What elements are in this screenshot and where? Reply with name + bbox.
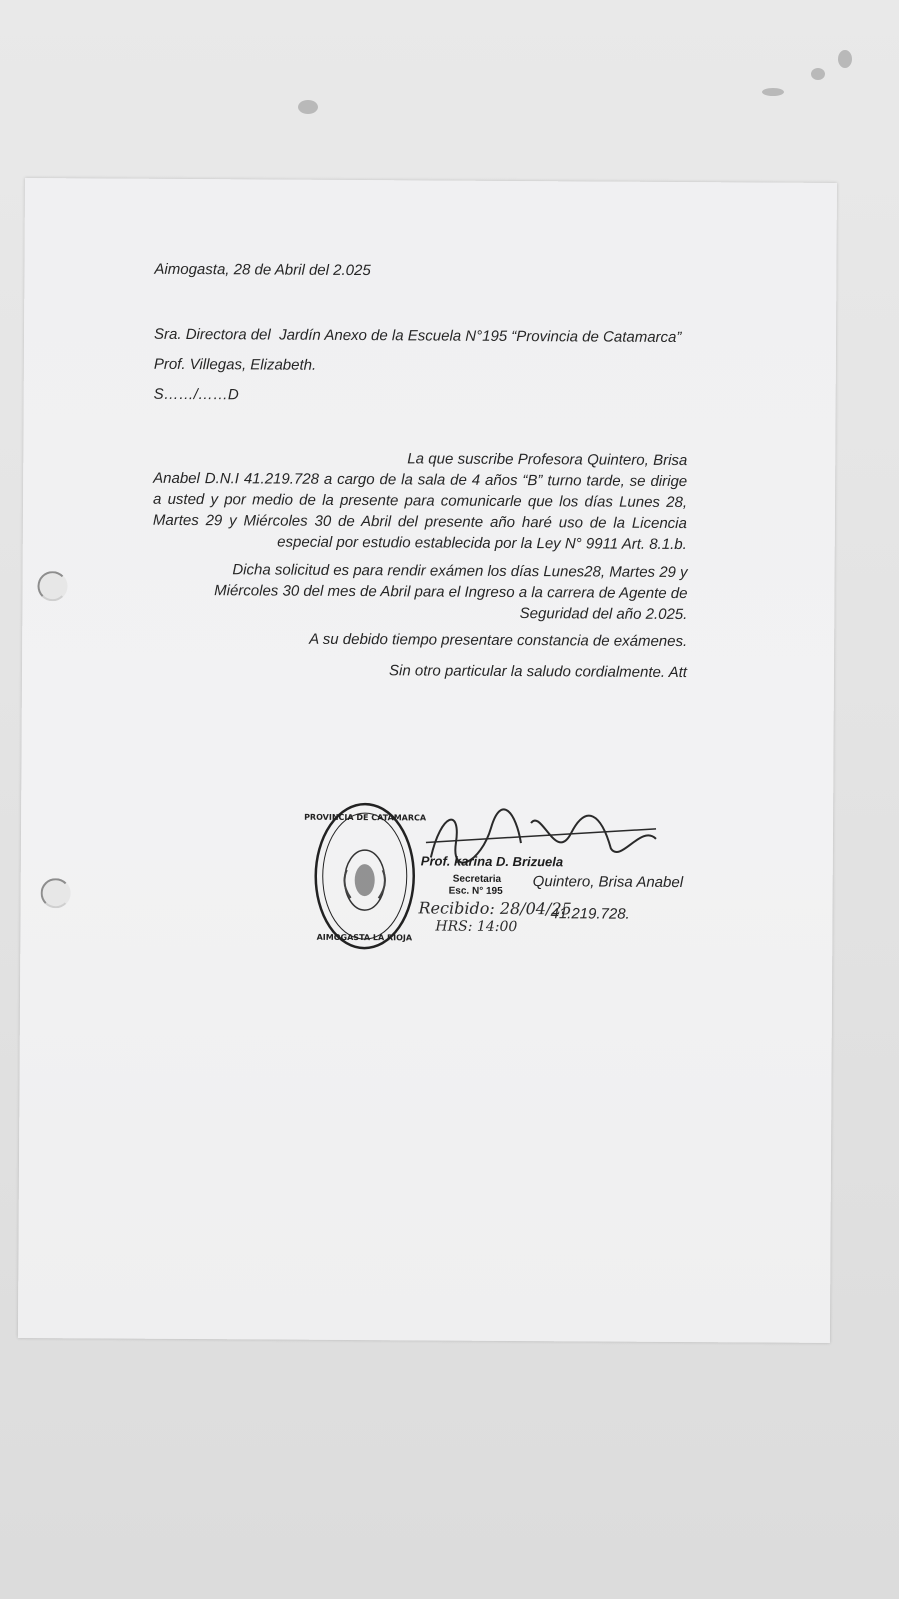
stamp-name: Prof. karina D. Brizuela [420,853,564,870]
stamp-role: Secretaria [452,873,502,885]
body-paragraph-3: A su debido tiempo presentare constancia de exámenes. [309,630,688,651]
punch-hole [37,571,67,601]
wall-speck [838,50,852,68]
receipt-date: Recibido: 28/04/25 [418,898,572,919]
signer-dni: 41.219.728. [550,905,630,923]
addressee-line-2: Prof. Villegas, Elizabeth. [153,355,317,374]
letter-sheet [18,178,837,1343]
addressee-line-1: Sra. Directora del Jardín Anexo de la Escuela N°195 “Provincia de Catamarca” [153,325,682,347]
signer-name: Quintero, Brisa Anabel [532,873,684,892]
body-paragraph-2: Dicha solicitud es para rendir exámen los días Lunes28, Martes 29 y Miércoles 30 del mes de Abril para el Ingreso a la carrera de Agente de Seguridad del año 2.025. [214,561,688,624]
school-seal [304,800,427,953]
body-paragraph-1: La que suscribe Profesora Quintero, Brisa Anabel D.N.I 41.219.728 a cargo de la sala de 4 años “B” turno tarde, se dirige a usted y por medio de la presente para comunicarle que los días Lunes 28, Martes 29 y Miércoles 30 de Abril del presente año haré uso de la Licencia especial por estudio establecida por la Ley N° 9911 Art. 8.1.b. [152,450,688,554]
wall-speck [298,100,318,114]
closing-line: Sin otro particular la saludo cordialmente. Att [389,662,688,682]
place-date: Aimogasta, 28 de Abril del 2.025 [154,260,371,280]
punch-hole [41,878,71,908]
wall-speck [811,68,825,80]
wall-speck [762,88,784,96]
svg-text:PROVINCIA DE CATAMARCA: PROVINCIA DE CATAMARCA [304,812,427,823]
receipt-time: HRS: 14:00 [435,918,518,936]
svg-text:AIMOGASTA LA RIOJA: AIMOGASTA LA RIOJA [316,932,413,943]
stamp-school: Esc. N° 195 [448,885,503,897]
salutation: S……/……D [153,385,239,404]
